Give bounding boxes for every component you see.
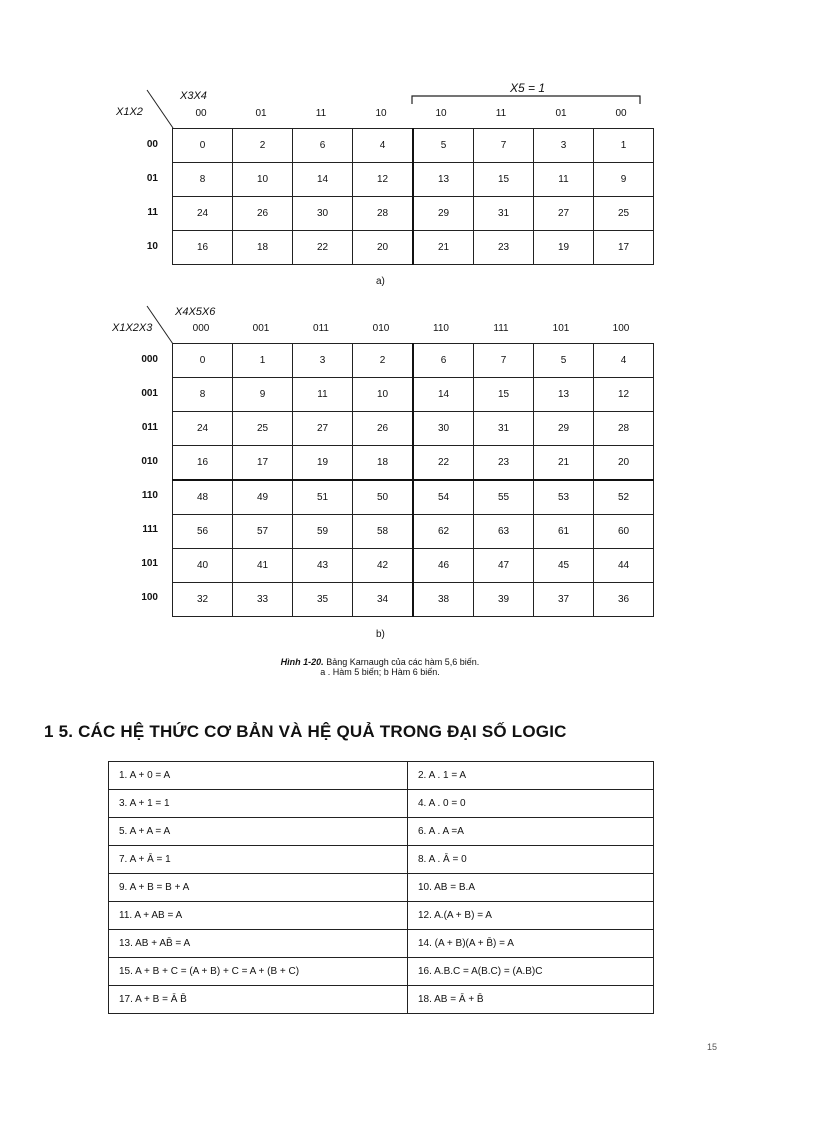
kmap-cell: 14 <box>293 163 353 197</box>
kmap-col-header: 001 <box>252 323 270 334</box>
kmap-cell: 6 <box>413 344 474 378</box>
kmap-cell: 50 <box>353 480 414 515</box>
kmap-cell: 21 <box>413 231 474 265</box>
kmap-col-header: 011 <box>313 323 329 334</box>
kmap-col-header: 11 <box>495 108 507 119</box>
formula-cell: 5. A + A = A <box>109 818 408 846</box>
kmap-row <box>173 412 654 446</box>
kmap-cell: 10 <box>353 378 414 412</box>
formula-table <box>108 761 654 1014</box>
kmap-cell: 17 <box>233 446 293 481</box>
formula-row <box>109 902 654 930</box>
kmap5-col-var-label: X3X4 <box>180 90 207 102</box>
kmap-cell: 3 <box>293 344 353 378</box>
kmap-cell: 14 <box>413 378 474 412</box>
kmap-col-header: 10 <box>435 108 447 119</box>
kmap-row-header: 11 <box>147 206 158 218</box>
kmap-cell: 49 <box>233 480 293 515</box>
kmap-cell: 21 <box>534 446 594 481</box>
kmap-cell: 13 <box>413 163 474 197</box>
kmap-row <box>173 231 654 265</box>
kmap-row-header: 111 <box>142 523 158 535</box>
kmap-row-header: 00 <box>146 138 158 150</box>
kmap-cell: 38 <box>413 583 474 617</box>
kmap-cell: 13 <box>534 378 594 412</box>
formula-cell: 15. A + B + C = (A + B) + C = A + (B + C) <box>109 958 408 986</box>
kmap-cell: 33 <box>233 583 293 617</box>
kmap5-corner-diagonal <box>145 88 175 130</box>
kmap-cell: 62 <box>413 515 474 549</box>
kmap-cell: 5 <box>534 344 594 378</box>
kmap-cell: 26 <box>353 412 414 446</box>
figure-caption-line2: a . Hàm 5 biến; b Hàm 6 biến. <box>320 667 440 677</box>
kmap-cell: 6 <box>293 129 353 163</box>
kmap-cell: 36 <box>594 583 654 617</box>
kmap-cell: 18 <box>353 446 414 481</box>
kmap-cell: 27 <box>293 412 353 446</box>
kmap-cell: 12 <box>353 163 414 197</box>
kmap-cell: 48 <box>173 480 233 515</box>
kmap-row <box>173 129 654 163</box>
kmap-cell: 59 <box>293 515 353 549</box>
kmap-cell: 8 <box>173 378 233 412</box>
kmap-cell: 32 <box>173 583 233 617</box>
kmap-cell: 28 <box>594 412 654 446</box>
kmap-cell: 8 <box>173 163 233 197</box>
kmap-cell: 24 <box>173 412 233 446</box>
kmap-col-header: 101 <box>552 323 570 334</box>
kmap-cell: 55 <box>474 480 534 515</box>
kmap-col-header: 01 <box>255 108 267 119</box>
kmap-row <box>173 344 654 378</box>
kmap-col-header: 10 <box>375 108 387 119</box>
formula-cell: 11. A + AB = A <box>109 902 408 930</box>
kmap-cell: 41 <box>233 549 293 583</box>
kmap-cell: 29 <box>413 197 474 231</box>
formula-cell: 12. A.(A + B) = A <box>408 902 654 930</box>
kmap-cell: 57 <box>233 515 293 549</box>
kmap-col-header: 010 <box>372 323 390 334</box>
kmap-cell: 46 <box>413 549 474 583</box>
kmap-cell: 51 <box>293 480 353 515</box>
kmap-cell: 30 <box>413 412 474 446</box>
kmap6-grid <box>172 343 654 617</box>
kmap-cell: 7 <box>474 344 534 378</box>
formula-row <box>109 762 654 790</box>
formula-cell: 14. (A + B)(A + B̄) = A <box>408 930 654 958</box>
kmap-cell: 19 <box>293 446 353 481</box>
kmap6-row-var-label: X1X2X3 <box>112 322 153 334</box>
kmap6-col-var-label: X4X5X6 <box>175 306 216 318</box>
kmap-col-header: 01 <box>555 108 567 119</box>
kmap-cell: 3 <box>534 129 594 163</box>
kmap-cell: 43 <box>293 549 353 583</box>
formula-row <box>109 930 654 958</box>
kmap5-sublabel: a) <box>376 276 385 287</box>
kmap-cell: 16 <box>173 446 233 481</box>
kmap-row-header: 000 <box>141 353 158 365</box>
kmap-cell: 2 <box>353 344 414 378</box>
formula-cell: 7. A + Ā = 1 <box>109 846 408 874</box>
kmap-row-header: 10 <box>146 240 158 252</box>
page-number: 15 <box>707 1042 718 1052</box>
kmap5-x5-label: X5 = 1 <box>510 81 546 95</box>
kmap-row-header: 101 <box>141 557 158 569</box>
kmap-cell: 11 <box>534 163 594 197</box>
kmap-cell: 40 <box>173 549 233 583</box>
kmap-row-header: 010 <box>141 455 158 467</box>
kmap-cell: 1 <box>594 129 654 163</box>
formula-cell: 2. A . 1 = A <box>408 762 654 790</box>
kmap-col-header: 000 <box>192 323 210 334</box>
kmap-cell: 27 <box>534 197 594 231</box>
figure-caption-label: Hình 1-20. <box>280 657 324 667</box>
kmap-cell: 60 <box>594 515 654 549</box>
kmap-row <box>173 549 654 583</box>
kmap-cell: 17 <box>594 231 654 265</box>
formula-cell: 17. A + B = Ā B̄ <box>109 986 408 1014</box>
kmap-col-header: 11 <box>315 108 327 119</box>
kmap-cell: 35 <box>293 583 353 617</box>
kmap-col-header: 111 <box>493 323 509 334</box>
kmap-cell: 52 <box>594 480 654 515</box>
kmap-cell: 10 <box>233 163 293 197</box>
kmap-cell: 28 <box>353 197 414 231</box>
kmap-cell: 18 <box>233 231 293 265</box>
kmap-row <box>173 480 654 515</box>
kmap-row <box>173 446 654 481</box>
kmap-cell: 20 <box>353 231 414 265</box>
kmap-cell: 9 <box>233 378 293 412</box>
kmap-cell: 30 <box>293 197 353 231</box>
kmap-cell: 0 <box>173 129 233 163</box>
kmap-cell: 23 <box>474 231 534 265</box>
kmap-cell: 42 <box>353 549 414 583</box>
formula-cell: 16. A.B.C = A(B.C) = (A.B)C <box>408 958 654 986</box>
figure-caption <box>200 657 560 677</box>
kmap-cell: 63 <box>474 515 534 549</box>
kmap-row-header: 01 <box>146 172 158 184</box>
section-title: 1 5. CÁC HỆ THỨC CƠ BẢN VÀ HỆ QUẢ TRONG ĐẠI SỐ LOGIC <box>44 722 567 741</box>
kmap-col-header: 00 <box>615 108 627 119</box>
kmap-cell: 4 <box>594 344 654 378</box>
formula-cell: 3. A + 1 = 1 <box>109 790 408 818</box>
formula-cell: 6. A . A =A <box>408 818 654 846</box>
formula-row <box>109 986 654 1014</box>
kmap-cell: 22 <box>413 446 474 481</box>
kmap-cell: 26 <box>233 197 293 231</box>
kmap-col-header: 00 <box>195 108 207 119</box>
kmap-row <box>173 197 654 231</box>
formula-row <box>109 790 654 818</box>
formula-cell: 4. A . 0 = 0 <box>408 790 654 818</box>
kmap-cell: 15 <box>474 163 534 197</box>
kmap-row <box>173 163 654 197</box>
kmap5-x5-bracket <box>410 92 642 106</box>
formula-row <box>109 846 654 874</box>
kmap-col-header: 100 <box>612 323 630 334</box>
formula-cell: 13. AB + AB̄ = A <box>109 930 408 958</box>
formula-cell: 9. A + B = B + A <box>109 874 408 902</box>
kmap-cell: 37 <box>534 583 594 617</box>
formula-row <box>109 818 654 846</box>
kmap-cell: 39 <box>474 583 534 617</box>
kmap-cell: 56 <box>173 515 233 549</box>
kmap-row <box>173 378 654 412</box>
formula-cell: 8. A . Ā = 0 <box>408 846 654 874</box>
kmap-cell: 20 <box>594 446 654 481</box>
kmap-cell: 7 <box>474 129 534 163</box>
kmap-row-header: 011 <box>141 421 158 433</box>
kmap-cell: 9 <box>594 163 654 197</box>
kmap-cell: 44 <box>594 549 654 583</box>
kmap-cell: 12 <box>594 378 654 412</box>
kmap-cell: 25 <box>233 412 293 446</box>
kmap-cell: 53 <box>534 480 594 515</box>
kmap-cell: 31 <box>474 412 534 446</box>
kmap-cell: 24 <box>173 197 233 231</box>
kmap5-grid <box>172 128 654 265</box>
kmap-cell: 4 <box>353 129 414 163</box>
kmap-cell: 54 <box>413 480 474 515</box>
kmap-cell: 2 <box>233 129 293 163</box>
kmap-cell: 58 <box>353 515 414 549</box>
kmap-row-header: 001 <box>141 387 158 399</box>
kmap-row-header: 100 <box>141 591 158 603</box>
kmap-row <box>173 583 654 617</box>
kmap5-row-var-label: X1X2 <box>116 106 143 118</box>
kmap-cell: 19 <box>534 231 594 265</box>
formula-cell: 18. AB = Ā + B̄ <box>408 986 654 1014</box>
kmap-cell: 15 <box>474 378 534 412</box>
kmap-cell: 11 <box>293 378 353 412</box>
kmap-cell: 25 <box>594 197 654 231</box>
kmap-cell: 1 <box>233 344 293 378</box>
kmap-row <box>173 515 654 549</box>
kmap-cell: 0 <box>173 344 233 378</box>
kmap-cell: 29 <box>534 412 594 446</box>
kmap-cell: 23 <box>474 446 534 481</box>
kmap-row-header: 110 <box>141 489 158 501</box>
formula-cell: 1. A + 0 = A <box>109 762 408 790</box>
kmap-cell: 22 <box>293 231 353 265</box>
kmap6-sublabel: b) <box>376 629 385 640</box>
kmap-cell: 61 <box>534 515 594 549</box>
kmap-cell: 34 <box>353 583 414 617</box>
kmap-cell: 5 <box>413 129 474 163</box>
formula-cell: 10. AB = B.A <box>408 874 654 902</box>
formula-row <box>109 874 654 902</box>
kmap-col-header: 110 <box>433 323 449 334</box>
figure-caption-line1: Bảng Karnaugh của các hàm 5,6 biến. <box>326 657 480 667</box>
kmap-cell: 31 <box>474 197 534 231</box>
kmap-cell: 16 <box>173 231 233 265</box>
formula-row <box>109 958 654 986</box>
kmap-cell: 45 <box>534 549 594 583</box>
kmap-cell: 47 <box>474 549 534 583</box>
